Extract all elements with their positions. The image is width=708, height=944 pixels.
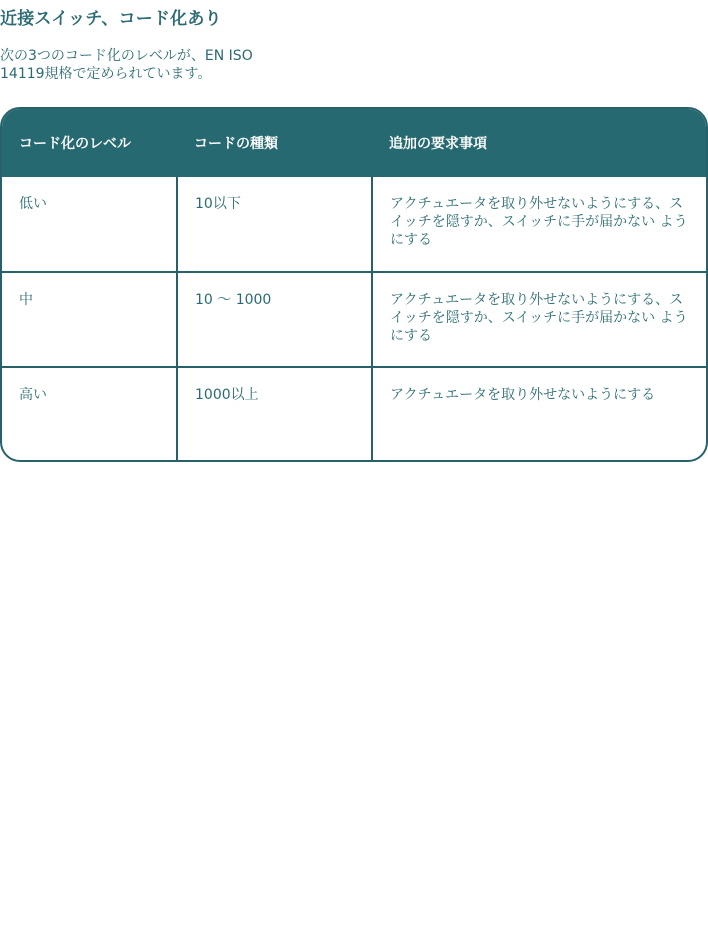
cell-requirement: アクチュエータを取り外せないようにする、スイッチを隠すか、スイッチに手が届かない ようにする xyxy=(372,177,706,272)
cell-level: 高い xyxy=(2,367,177,462)
cell-level: 低い xyxy=(19,196,47,212)
table-row xyxy=(2,367,706,462)
cell-requirement: アクチュエータを取り外せないようにする、スイッチを隠すか、スイッチに手が届かない ようにする xyxy=(372,272,706,367)
table-row xyxy=(2,272,706,367)
header-additional-requirements: 追加の要求事項 xyxy=(389,136,487,152)
cell-level: 中 xyxy=(2,272,177,367)
header-code-type: コードの種類 xyxy=(194,136,278,152)
table-row xyxy=(2,177,706,272)
cell-requirement: アクチュエータを取り外せないようにする xyxy=(372,367,706,462)
header-coding-level: コード化のレベル xyxy=(19,136,131,152)
intro-line-1: 次の3つのコード化のレベルが、EN ISO xyxy=(0,48,253,64)
cell-code-type: 1000以上 xyxy=(177,367,372,462)
intro-line-2: 14119規格で定められています。 xyxy=(0,66,212,82)
cell-code-type: 10 〜 1000 xyxy=(177,272,372,367)
table-header-row xyxy=(2,109,706,177)
intro-text xyxy=(0,47,290,83)
page-title: 近接スイッチ、コード化あり xyxy=(0,9,222,29)
coding-level-table xyxy=(0,107,708,462)
cell-code-type: 10以下 xyxy=(177,177,372,272)
